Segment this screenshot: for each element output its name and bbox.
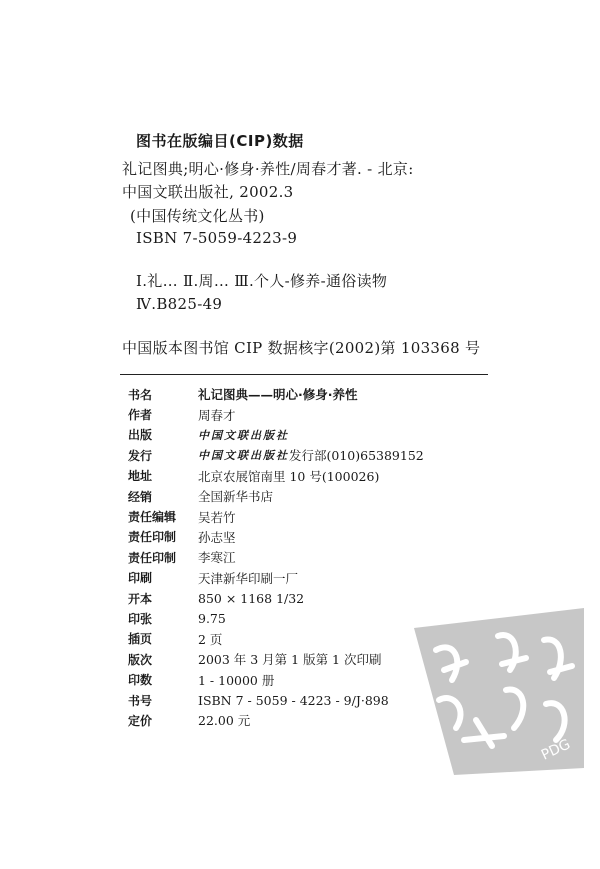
colophon-label: 作者 bbox=[128, 408, 153, 423]
colophon-value: 1 - 10000 册 bbox=[198, 672, 275, 688]
colophon-value: 2003 年 3 月第 1 版第 1 次印刷 bbox=[198, 652, 382, 668]
colophon-label: 版次 bbox=[128, 652, 153, 667]
colophon-value: 天津新华印刷一厂 bbox=[198, 570, 299, 586]
cip-line-isbn: ISBN 7-5059-4223-9 bbox=[136, 229, 298, 247]
watermark-seal-stamp bbox=[394, 600, 594, 780]
colophon-row-print-supervisor-2 bbox=[128, 547, 498, 567]
colophon-label: 定价 bbox=[128, 713, 153, 728]
colophon-value: 周春才 bbox=[198, 407, 236, 423]
section-divider bbox=[120, 374, 488, 375]
colophon-row-address bbox=[128, 466, 498, 486]
colophon-value: 2 页 bbox=[198, 631, 223, 647]
colophon-value: 中国文联出版社 bbox=[198, 449, 289, 463]
colophon-row-print-supervisor bbox=[128, 527, 498, 547]
colophon-value: 全国新华书店 bbox=[198, 489, 274, 505]
colophon-label: 发行 bbox=[128, 448, 153, 463]
colophon-label: 印刷 bbox=[128, 571, 153, 586]
colophon-value: 9.75 bbox=[198, 610, 226, 626]
colophon-label: 责任印制 bbox=[128, 530, 177, 545]
colophon-row-printer bbox=[128, 568, 498, 588]
colophon-label: 责任印制 bbox=[128, 550, 177, 565]
colophon-label: 插页 bbox=[128, 632, 153, 647]
colophon-value: 850 × 1168 1/32 bbox=[198, 590, 305, 606]
colophon-value: 李寒江 bbox=[198, 550, 236, 566]
cip-line-publisher: 中国文联出版社, 2002.3 bbox=[122, 183, 294, 201]
colophon-value: ISBN 7 - 5059 - 4223 - 9/J·898 bbox=[198, 692, 389, 708]
colophon-label: 书名 bbox=[128, 387, 153, 402]
colophon-value: 吴若竹 bbox=[198, 509, 236, 525]
colophon-row-title bbox=[128, 384, 498, 404]
colophon-label: 责任编辑 bbox=[128, 510, 177, 525]
colophon-value: 孙志坚 bbox=[198, 529, 236, 545]
colophon-label: 印数 bbox=[128, 673, 153, 688]
cip-line-series: (中国传统文化丛书) bbox=[130, 207, 265, 225]
cip-line-subjects: Ⅰ.礼… Ⅱ.周… Ⅲ.个人-修养-通俗读物 bbox=[136, 272, 388, 290]
colophon-row-distribution bbox=[128, 445, 498, 465]
colophon-label: 出版 bbox=[128, 428, 153, 443]
cip-line-title: 礼记图典;明心·修身·养性/周春才著. - 北京: bbox=[122, 160, 414, 178]
colophon-label: 经销 bbox=[128, 489, 153, 504]
colophon-label: 印张 bbox=[128, 611, 153, 626]
colophon-value: 北京农展馆南里 10 号(100026) bbox=[198, 468, 380, 484]
colophon-row-publisher bbox=[128, 425, 498, 445]
colophon-row-editor bbox=[128, 506, 498, 526]
colophon-value: 22.00 元 bbox=[198, 713, 251, 729]
cip-line-classification: Ⅳ.B825-49 bbox=[136, 295, 223, 313]
colophon-value: 中国文联出版社 bbox=[198, 428, 289, 442]
colophon-value: 礼记图典——明心·修身·养性 bbox=[198, 387, 358, 403]
colophon-value-phone: 发行部(010)65389152 bbox=[289, 448, 424, 464]
watermark-label: PDG bbox=[538, 736, 573, 764]
colophon-row-distributor bbox=[128, 486, 498, 506]
cip-record-note: 中国版本图书馆 CIP 数据核字(2002)第 103368 号 bbox=[122, 339, 481, 357]
colophon-label: 书号 bbox=[128, 693, 153, 708]
colophon-row-author bbox=[128, 404, 498, 424]
cip-heading: 图书在版编目(CIP)数据 bbox=[136, 132, 304, 150]
colophon-label: 开本 bbox=[128, 591, 153, 606]
colophon-label: 地址 bbox=[128, 469, 153, 484]
